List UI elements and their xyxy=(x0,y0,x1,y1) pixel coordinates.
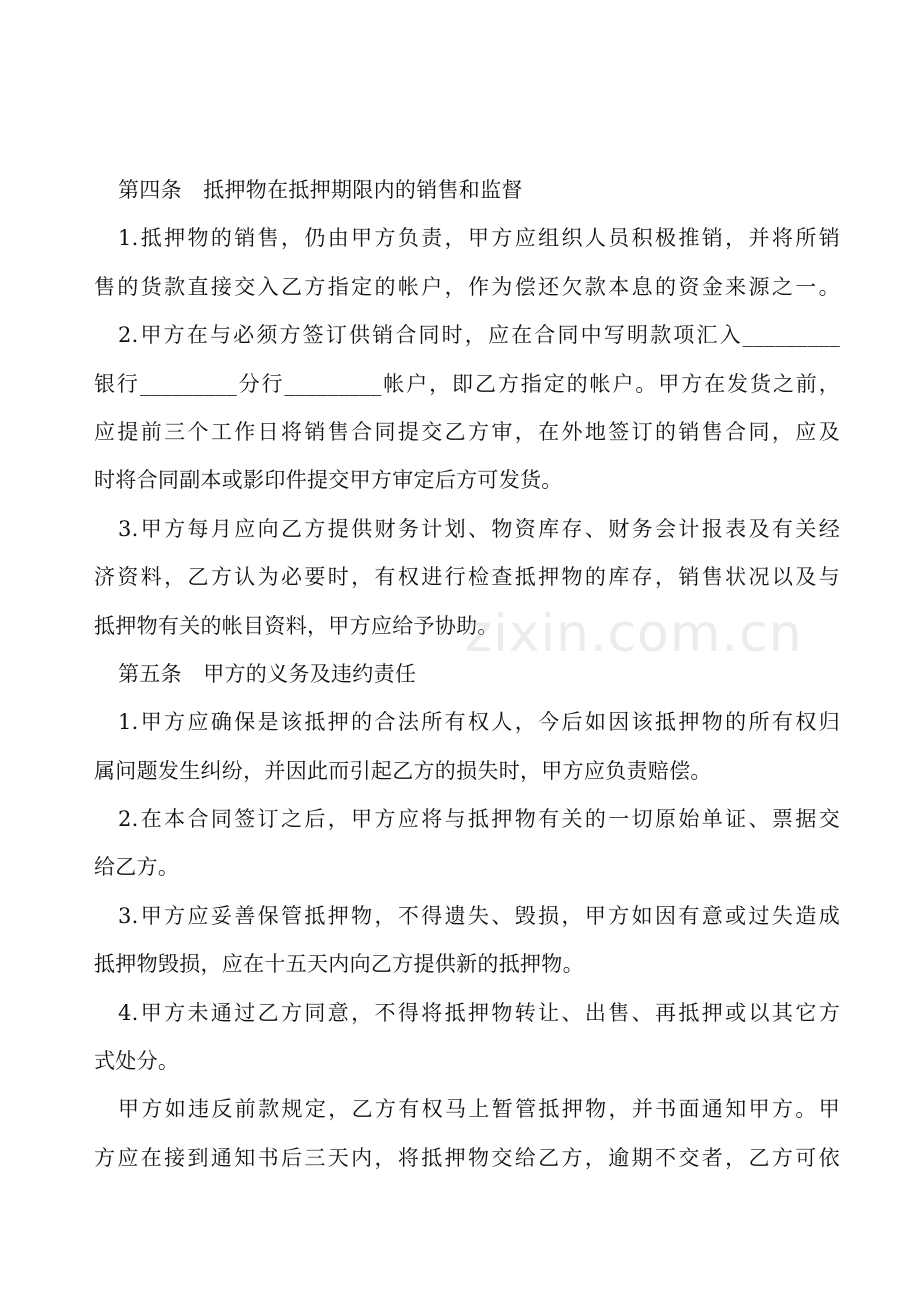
text-line: 时将合同副本或影印件提交甲方审定后方可发货。 xyxy=(94,468,563,493)
text-line: 甲方如违反前款规定，乙方有权马上暂管抵押物，并书面通知甲方。甲 xyxy=(118,1097,840,1122)
text-line: 属问题发生纠纷，并因此而引起乙方的损失时，甲方应负责赔偿。 xyxy=(94,758,712,783)
text-line: 2.甲方在与必须方签订供销合同时，应在合同中写明款项汇入_________ xyxy=(118,323,840,348)
watermark: zixin.com.cn xyxy=(465,604,803,664)
text-line: 3.甲方应妥善保管抵押物，不得遗失、毁损，甲方如因有意或过失造成 xyxy=(118,903,840,928)
text-line: 3.甲方每月应向乙方提供财务计划、物资库存、财务会计报表及有关经 xyxy=(118,516,840,541)
text-line: 式处分。 xyxy=(94,1049,180,1074)
text-line: 银行_________分行_________帐户，即乙方指定的帐户。甲方在发货之前， xyxy=(94,371,840,396)
text-line: 应提前三个工作日将销售合同提交乙方审，在外地签订的销售合同，应及 xyxy=(94,419,840,444)
text-line: 给乙方。 xyxy=(94,855,180,880)
text-line: 1.抵押物的销售，仍由甲方负责，甲方应组织人员积极推销，并将所销 xyxy=(118,226,840,251)
text-line: 第四条 抵押物在抵押期限内的销售和监督 xyxy=(118,178,523,202)
text-line: 售的货款直接交入乙方指定的帐户，作为偿还欠款本息的资金来源之一。 xyxy=(94,274,840,299)
text-line: 济资料，乙方认为必要时，有权进行检查抵押物的库存，销售状况以及与 xyxy=(94,565,840,590)
text-line: 4.甲方未通过乙方同意，不得将抵押物转让、出售、再抵押或以其它方 xyxy=(118,1000,840,1025)
text-line: 抵押物毁损，应在十五天内向乙方提供新的抵押物。 xyxy=(94,952,584,977)
text-line: 第五条 甲方的义务及违约责任 xyxy=(118,661,417,686)
text-line: 抵押物有关的帐目资料，甲方应给予协助。 xyxy=(94,613,499,638)
text-line: 2.在本合同签订之后，甲方应将与抵押物有关的一切原始单证、票据交 xyxy=(118,807,840,832)
text-line: 1.甲方应确保是该抵押的合法所有权人，今后如因该抵押物的所有权归 xyxy=(118,710,840,735)
document-body xyxy=(94,166,840,1182)
text-line: 方应在接到通知书后三天内，将抵押物交给乙方，逾期不交者，乙方可依 xyxy=(94,1145,840,1170)
